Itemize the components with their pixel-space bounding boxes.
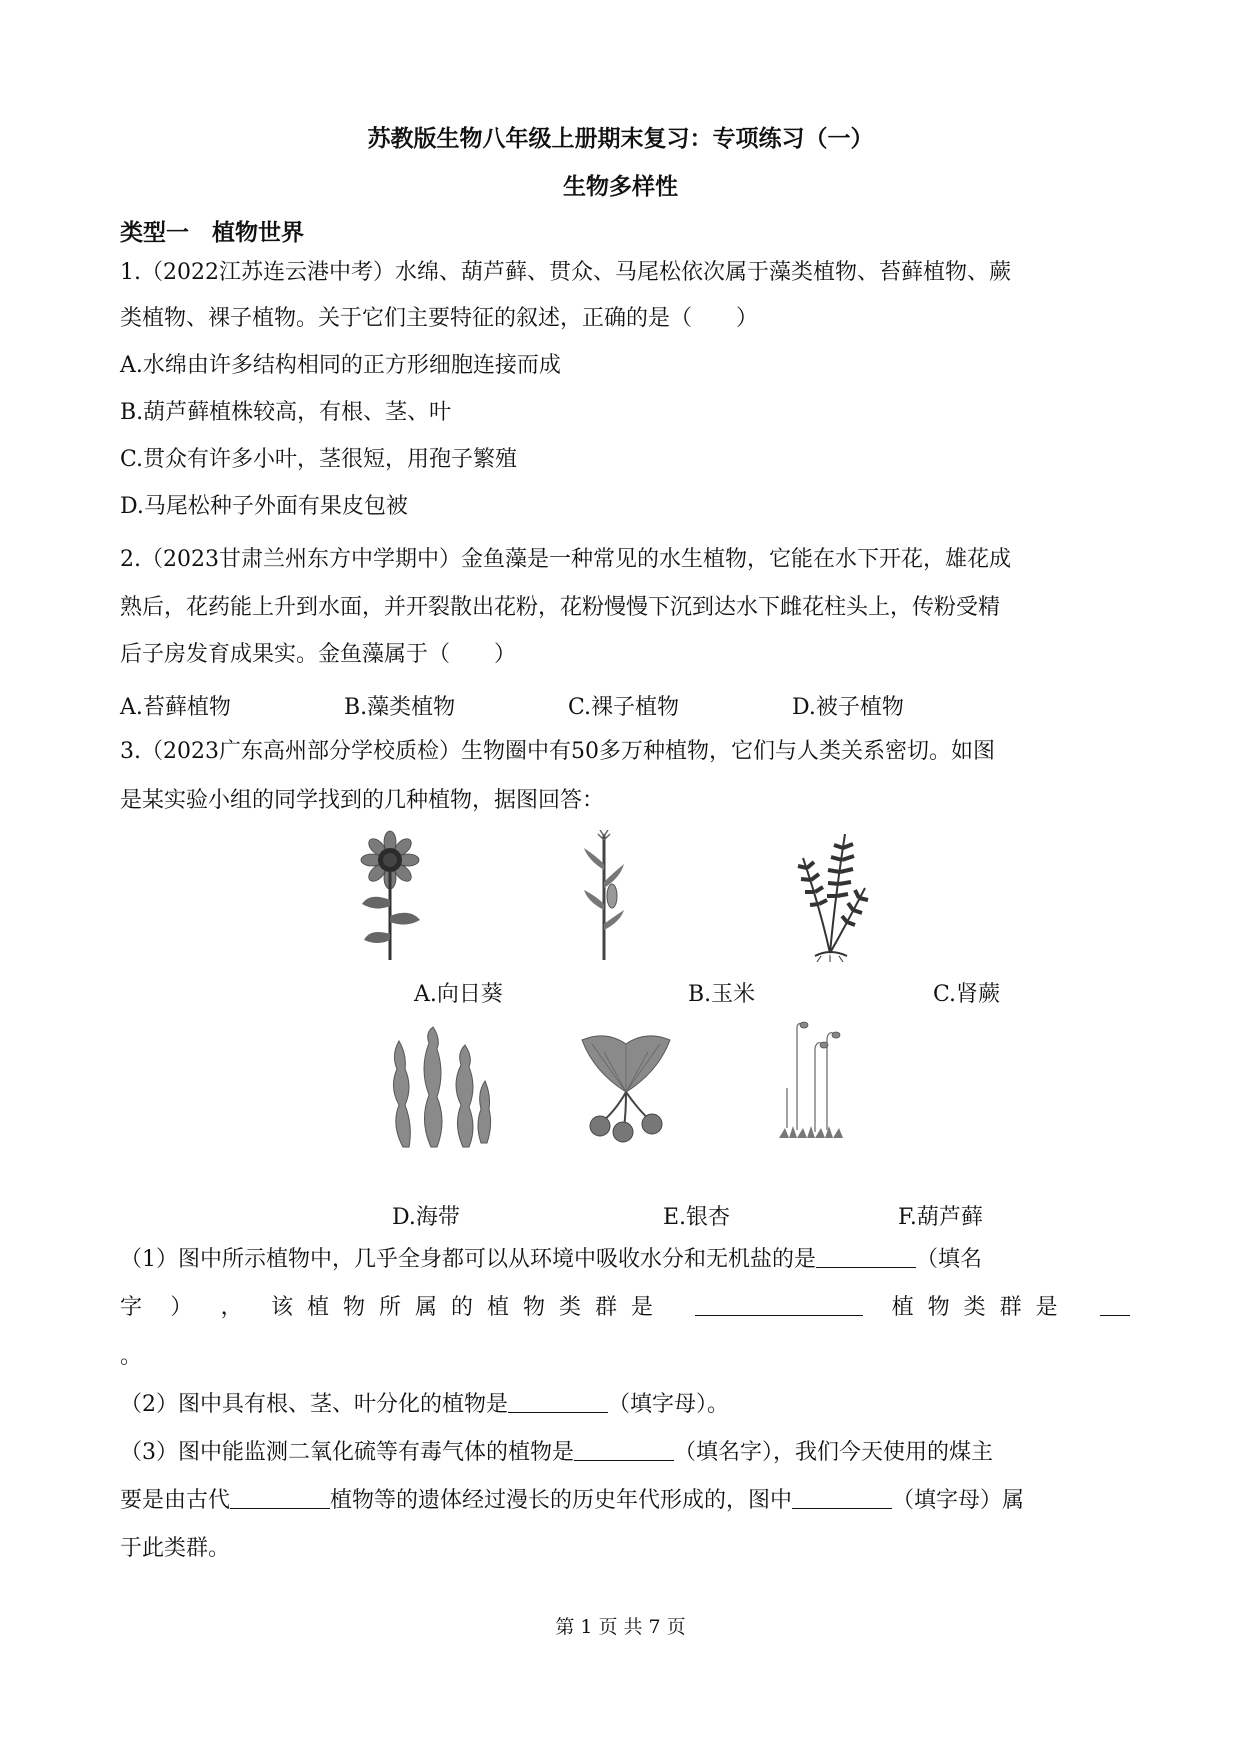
q3-sub2-text-a: （2）图中具有根、茎、叶分化的植物是 (120, 1392, 508, 1417)
page-title: 苏教版生物八年级上册期末复习：专项练习（一） (367, 126, 874, 152)
q2-option-b: B.藻类植物 (344, 695, 456, 720)
q1-option-a: A.水绵由许多结构相同的正方形细胞连接而成 (120, 353, 561, 378)
kelp-figure (385, 1025, 495, 1150)
q3-sub3-text-a: （3）图中能监测二氧化硫等有毒气体的植物是 (120, 1440, 574, 1465)
q3-sub3-text-c: 要是由古代 (120, 1488, 231, 1513)
caption-b: B.玉米 (688, 982, 756, 1007)
answer-blank[interactable] (230, 1486, 330, 1509)
caption-e: E.银杏 (663, 1205, 731, 1230)
q3-sub3-line2 (120, 1486, 1130, 1516)
corn-figure (582, 830, 626, 962)
q2-option-a: A.苔藓植物 (120, 695, 231, 720)
moss-figure (775, 1018, 855, 1148)
page-subtitle: 生物多样性 (563, 174, 678, 200)
caption-a: A.向日葵 (414, 982, 503, 1007)
q1-stem-line2: 类植物、裸子植物。关于它们主要特征的叙述，正确的是（ ） (120, 306, 759, 331)
q2-stem-line2: 熟后，花药能上升到水面，并开裂散出花粉，花粉慢慢下沉到达水下雌花柱头上，传粉受精 (120, 595, 1001, 620)
q2-option-c: C.裸子植物 (568, 695, 680, 720)
page-footer: 第 1 页 共 7 页 (555, 1616, 686, 1638)
caption-f: F.葫芦藓 (898, 1205, 983, 1230)
q3-stem-line2: 是某实验小组的同学找到的几种植物，据图回答： (120, 788, 605, 813)
answer-blank[interactable] (1100, 1293, 1130, 1316)
q1-option-b: B.葫芦藓植株较高，有根、茎、叶 (120, 400, 452, 425)
q3-sub3-line1 (120, 1438, 1130, 1468)
q3-sub3-text-d: 植物等的遗体经过漫长的历史年代形成的，图中 (330, 1488, 793, 1513)
q3-sub1-line1 (120, 1245, 1130, 1275)
q3-sub1-text-b: （填名 (916, 1247, 983, 1272)
answer-blank[interactable] (508, 1390, 608, 1413)
answer-blank[interactable] (695, 1293, 863, 1316)
answer-blank[interactable] (792, 1486, 892, 1509)
fern-figure (785, 828, 875, 962)
q3-sub2-line (120, 1390, 1130, 1420)
q3-sub3-line3: 于此类群。 (120, 1536, 231, 1561)
caption-c: C.肾蕨 (933, 982, 1001, 1007)
q3-sub1-text-c3: ， (220, 1295, 243, 1320)
q3-sub1-text-c5: 植物类群是 (891, 1295, 1072, 1320)
answer-blank[interactable] (816, 1245, 916, 1268)
answer-blank[interactable] (574, 1438, 674, 1461)
sunflower-figure (350, 830, 430, 962)
q1-option-d: D.马尾松种子外面有果皮包被 (120, 494, 408, 519)
q3-sub1-text-c4: 该植物所属的植物类群是 (270, 1295, 667, 1320)
q3-sub1-line3: 。 (120, 1344, 143, 1369)
q1-option-c: C.贯众有许多小叶，茎很短，用孢子繁殖 (120, 447, 518, 472)
q3-sub1-line2 (120, 1293, 1130, 1323)
q1-stem-line1: 1.（2022江苏连云港中考）水绵、葫芦藓、贯众、马尾松依次属于藻类植物、苔藓植物、蕨 (120, 260, 1011, 285)
q3-stem-line1: 3.（2023广东高州部分学校质检）生物圈中有50多万种植物，它们与人类关系密切。如图 (120, 739, 995, 764)
q2-stem-line3: 后子房发育成果实。金鱼藻属于（ ） (120, 642, 517, 667)
q3-sub1-text-c1: 字 (120, 1295, 143, 1320)
q3-sub3-text-e: （填字母）属 (892, 1488, 1025, 1513)
caption-d: D.海带 (392, 1205, 460, 1230)
q3-sub1-text-a: （1）图中所示植物中，几乎全身都可以从环境中吸收水分和无机盐的是 (120, 1247, 816, 1272)
section-heading: 类型一 植物世界 (120, 220, 304, 246)
q3-sub2-text-b: （填字母）。 (608, 1392, 730, 1417)
q3-sub3-text-b: （填名字），我们今天使用的煤主 (674, 1440, 994, 1465)
ginkgo-figure (576, 1032, 676, 1147)
q2-stem-line1: 2.（2023甘肃兰州东方中学期中）金鱼藻是一种常见的水生植物，它能在水下开花，雄花成 (120, 547, 1011, 572)
q2-option-d: D.被子植物 (792, 695, 904, 720)
q3-sub1-text-c2: ） (170, 1295, 193, 1320)
